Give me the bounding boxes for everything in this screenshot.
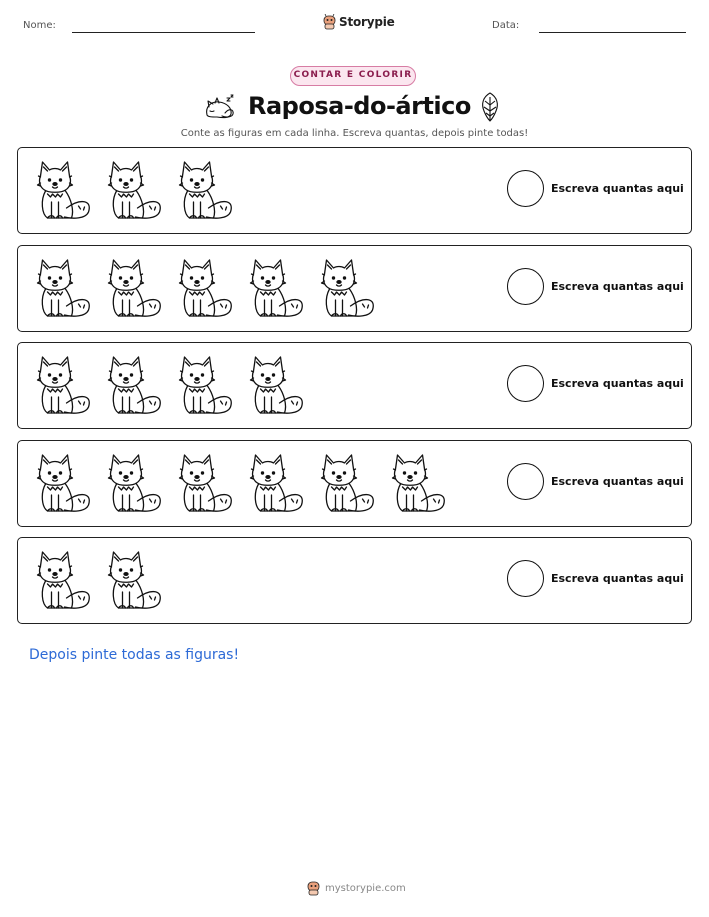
footer-note: Depois pinte todas as figuras! (29, 647, 240, 663)
arctic-fox-icon[interactable] (101, 254, 172, 320)
answer-label: Escreva quantas aqui (551, 182, 684, 195)
arctic-fox-icon[interactable] (30, 254, 101, 320)
figure-group (30, 351, 314, 417)
answer-circle[interactable] (507, 560, 544, 597)
figure-group (30, 546, 172, 612)
figure-group (30, 156, 243, 222)
name-field[interactable] (72, 32, 255, 33)
arctic-fox-icon[interactable] (30, 156, 101, 222)
answer-circle[interactable] (507, 463, 544, 500)
arctic-fox-icon[interactable] (101, 546, 172, 612)
answer-label: Escreva quantas aqui (551, 572, 684, 585)
name-label: Nome: (23, 20, 56, 31)
count-row (17, 440, 692, 527)
count-row (17, 147, 692, 234)
sleeping-fox-icon (203, 94, 235, 120)
storypie-mascot-icon (323, 14, 336, 30)
arctic-fox-icon[interactable] (101, 351, 172, 417)
activity-badge: CONTAR E COLORIR (290, 66, 416, 86)
figure-group (30, 254, 385, 320)
page-title: Raposa-do-ártico (248, 92, 471, 120)
answer-label: Escreva quantas aqui (551, 475, 684, 488)
title-row (0, 88, 709, 128)
arctic-fox-icon[interactable] (30, 546, 101, 612)
arctic-fox-icon[interactable] (172, 254, 243, 320)
answer-label: Escreva quantas aqui (551, 377, 684, 390)
date-label: Data: (492, 20, 520, 31)
count-row (17, 342, 692, 429)
footer-site: mystorypie.com (325, 882, 406, 894)
arctic-fox-icon[interactable] (30, 351, 101, 417)
date-field[interactable] (539, 32, 686, 33)
arctic-fox-icon[interactable] (314, 254, 385, 320)
arctic-fox-icon[interactable] (101, 156, 172, 222)
answer-circle[interactable] (507, 268, 544, 305)
arctic-fox-icon[interactable] (243, 449, 314, 515)
arctic-fox-icon[interactable] (243, 351, 314, 417)
storypie-mascot-icon (307, 880, 320, 896)
count-row (17, 245, 692, 332)
arctic-fox-icon[interactable] (101, 449, 172, 515)
arctic-fox-icon[interactable] (172, 156, 243, 222)
arctic-fox-icon[interactable] (385, 449, 456, 515)
instructions: Conte as figuras em cada linha. Escreva quantas, depois pinte todas! (180, 128, 529, 139)
answer-label: Escreva quantas aqui (551, 280, 684, 293)
arctic-fox-icon[interactable] (30, 449, 101, 515)
count-row (17, 537, 692, 624)
footer-brand (307, 880, 406, 896)
arctic-fox-icon[interactable] (172, 449, 243, 515)
brand-name: Storypie (339, 15, 395, 29)
arctic-fox-icon[interactable] (243, 254, 314, 320)
arctic-fox-icon[interactable] (172, 351, 243, 417)
answer-circle[interactable] (507, 170, 544, 207)
arctic-fox-icon[interactable] (314, 449, 385, 515)
brand-logo (323, 14, 395, 30)
answer-circle[interactable] (507, 365, 544, 402)
pine-cone-icon (479, 91, 501, 123)
figure-group (30, 449, 456, 515)
